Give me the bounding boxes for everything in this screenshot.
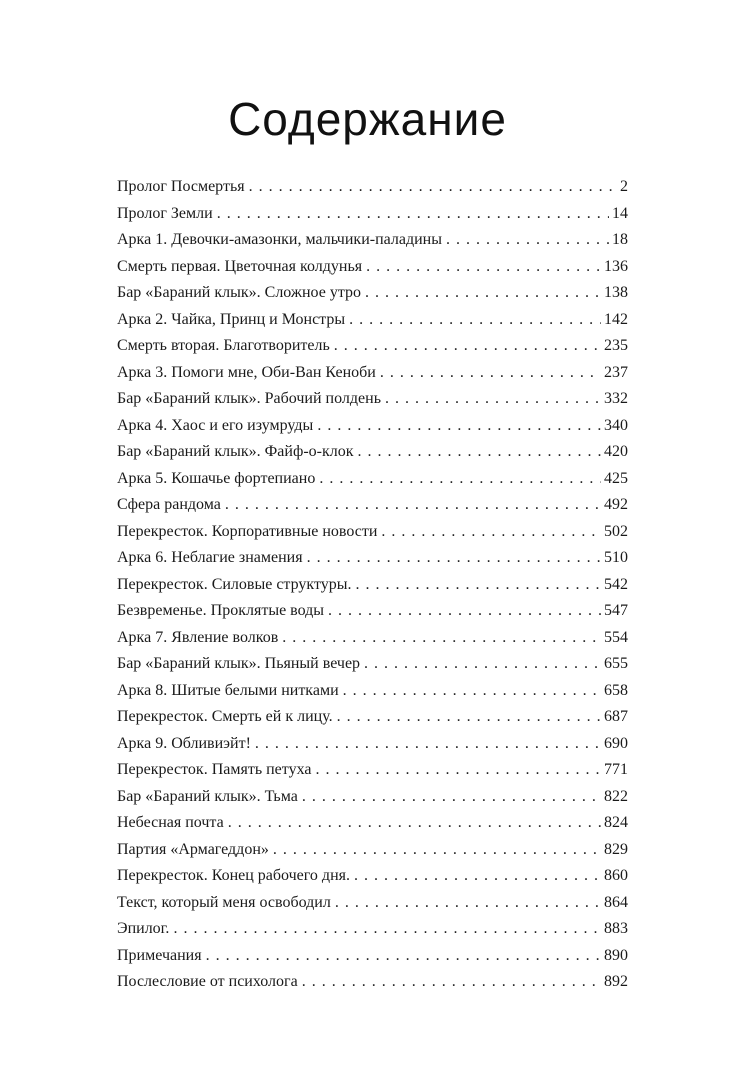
toc-dot-leader bbox=[302, 784, 601, 811]
toc-entry-title: Арка 8. Шитые белыми нитками bbox=[117, 681, 339, 699]
toc-entry-title: Текст, который меня освободил bbox=[117, 893, 331, 911]
toc-dot-leader bbox=[319, 466, 601, 493]
toc-entry bbox=[117, 969, 628, 996]
table-of-contents bbox=[117, 174, 628, 996]
toc-entry-title: Примечания bbox=[117, 946, 202, 964]
toc-entry-title: Арка 3. Помоги мне, Оби-Ван Кеноби bbox=[117, 363, 376, 381]
toc-entry bbox=[117, 386, 628, 413]
toc-entry-page-number: 340 bbox=[604, 416, 628, 434]
toc-entry-title: Арка 5. Кошачье фортепиано bbox=[117, 469, 316, 487]
toc-entry bbox=[117, 439, 628, 466]
toc-dot-leader bbox=[364, 651, 601, 678]
page-title: Содержание bbox=[228, 93, 507, 145]
toc-dot-leader bbox=[173, 916, 601, 943]
toc-entry-page-number: 864 bbox=[604, 893, 628, 911]
toc-dot-leader bbox=[349, 307, 601, 334]
toc-dot-leader bbox=[385, 386, 601, 413]
toc-dot-leader bbox=[328, 598, 601, 625]
toc-entry-title: Небесная почта bbox=[117, 814, 224, 831]
toc-entry bbox=[117, 413, 628, 440]
toc-entry-title: Перекресток. Память петуха bbox=[117, 761, 312, 778]
toc-entry bbox=[117, 333, 628, 360]
toc-entry-page-number: 14 bbox=[612, 204, 628, 222]
toc-entry bbox=[117, 492, 628, 519]
toc-dot-leader bbox=[249, 174, 617, 201]
toc-entry-page-number: 554 bbox=[604, 628, 628, 646]
toc-entry-page-number: 235 bbox=[604, 337, 628, 354]
toc-entry-page-number: 18 bbox=[612, 231, 628, 248]
toc-entry-page-number: 237 bbox=[604, 363, 628, 381]
toc-entry bbox=[117, 280, 628, 307]
toc-entry-page-number: 687 bbox=[604, 708, 628, 725]
toc-entry-page-number: 829 bbox=[604, 840, 628, 858]
toc-entry-title: Партия «Армагеддон» bbox=[117, 840, 269, 858]
toc-entry-title: Бар «Бараний клык». Файф-о-клок bbox=[117, 443, 354, 460]
toc-entry bbox=[117, 651, 628, 678]
toc-entry-title: Бар «Бараний клык». Сложное утро bbox=[117, 284, 362, 301]
toc-entry-title: Перекресток. Смерть ей к лицу. bbox=[117, 708, 333, 725]
toc-entry-title: Пролог Земли bbox=[117, 204, 213, 222]
toc-dot-leader bbox=[343, 678, 601, 705]
toc-entry bbox=[117, 174, 628, 201]
toc-entry-page-number: 142 bbox=[604, 310, 628, 328]
toc-entry-page-number: 2 bbox=[620, 178, 628, 195]
toc-dot-leader bbox=[366, 254, 601, 281]
toc-entry bbox=[117, 916, 628, 943]
toc-entry bbox=[117, 731, 628, 758]
toc-entry-title: Арка 2. Чайка, Принц и Монстры bbox=[117, 310, 346, 328]
toc-entry-title: Смерть первая. Цветочная колдунья bbox=[117, 257, 363, 275]
toc-entry-title: Перекресток. Конец рабочего дня. bbox=[117, 867, 350, 884]
toc-dot-leader bbox=[206, 943, 601, 970]
toc-entry-page-number: 138 bbox=[604, 284, 628, 301]
toc-entry-title: Бар «Бараний клык». Пьяный вечер bbox=[117, 655, 361, 672]
toc-entry bbox=[117, 360, 628, 387]
toc-entry bbox=[117, 254, 628, 281]
toc-entry-title: Арка 9. Обливиэйт! bbox=[117, 734, 251, 752]
toc-dot-leader bbox=[358, 439, 601, 466]
toc-dot-leader bbox=[255, 731, 601, 758]
toc-entry bbox=[117, 784, 628, 811]
toc-entry bbox=[117, 227, 628, 254]
toc-dot-leader bbox=[354, 863, 601, 890]
toc-dot-leader bbox=[307, 545, 601, 572]
toc-entry bbox=[117, 519, 628, 546]
toc-dot-leader bbox=[334, 333, 601, 360]
toc-entry bbox=[117, 837, 628, 864]
toc-entry bbox=[117, 201, 628, 228]
toc-entry-page-number: 425 bbox=[604, 469, 628, 487]
toc-entry bbox=[117, 757, 628, 784]
toc-entry-title: Смерть вторая. Благотворитель bbox=[117, 337, 330, 354]
toc-entry bbox=[117, 307, 628, 334]
toc-entry bbox=[117, 545, 628, 572]
toc-entry-title: Пролог Посмертья bbox=[117, 178, 245, 195]
toc-entry-page-number: 510 bbox=[604, 549, 628, 566]
toc-entry bbox=[117, 890, 628, 917]
toc-entry-page-number: 883 bbox=[604, 920, 628, 937]
toc-entry-page-number: 542 bbox=[604, 575, 628, 593]
toc-entry-title: Бар «Бараний клык». Рабочий полдень bbox=[117, 390, 381, 407]
toc-dot-leader bbox=[335, 890, 601, 917]
toc-entry-page-number: 655 bbox=[604, 655, 628, 672]
toc-entry-page-number: 860 bbox=[604, 867, 628, 884]
toc-entry bbox=[117, 678, 628, 705]
toc-dot-leader bbox=[225, 492, 601, 519]
toc-entry bbox=[117, 943, 628, 970]
toc-entry-page-number: 824 bbox=[604, 814, 628, 831]
toc-entry-title: Эпилог. bbox=[117, 920, 170, 937]
toc-dot-leader bbox=[446, 227, 609, 254]
toc-entry bbox=[117, 572, 628, 599]
toc-entry-title: Арка 7. Явление волков bbox=[117, 628, 279, 646]
toc-entry-title: Арка 4. Хаос и его изумруды bbox=[117, 416, 314, 434]
toc-entry-title: Безвременье. Проклятые воды bbox=[117, 602, 325, 619]
toc-entry bbox=[117, 598, 628, 625]
toc-entry-page-number: 502 bbox=[604, 522, 628, 540]
toc-entry-page-number: 136 bbox=[604, 257, 628, 275]
toc-entry-page-number: 690 bbox=[604, 734, 628, 752]
toc-dot-leader bbox=[315, 757, 601, 784]
toc-dot-leader bbox=[273, 837, 601, 864]
toc-entry bbox=[117, 810, 628, 837]
toc-dot-leader bbox=[282, 625, 601, 652]
toc-dot-leader bbox=[302, 969, 601, 996]
toc-dot-leader bbox=[317, 413, 601, 440]
toc-dot-leader bbox=[355, 572, 601, 599]
toc-entry-page-number: 892 bbox=[604, 973, 628, 990]
toc-entry-page-number: 890 bbox=[604, 946, 628, 964]
toc-dot-leader bbox=[381, 519, 601, 546]
toc-entry-title: Перекресток. Силовые структуры. bbox=[117, 575, 352, 593]
toc-entry-title: Послесловие от психолога bbox=[117, 973, 298, 990]
toc-entry bbox=[117, 466, 628, 493]
toc-entry-page-number: 420 bbox=[604, 443, 628, 460]
toc-entry-title: Сфера рандома bbox=[117, 496, 221, 513]
toc-entry-page-number: 822 bbox=[604, 787, 628, 805]
toc-entry-title: Арка 1. Девочки-амазонки, мальчики-паладины bbox=[117, 231, 442, 248]
toc-entry-title: Бар «Бараний клык». Тьма bbox=[117, 787, 298, 805]
toc-entry bbox=[117, 863, 628, 890]
toc-entry-page-number: 492 bbox=[604, 496, 628, 513]
toc-entry-page-number: 547 bbox=[604, 602, 628, 619]
toc-dot-leader bbox=[228, 810, 601, 837]
toc-entry bbox=[117, 625, 628, 652]
toc-dot-leader bbox=[217, 201, 609, 228]
toc-dot-leader bbox=[380, 360, 601, 387]
toc-dot-leader bbox=[365, 280, 601, 307]
toc-dot-leader bbox=[337, 704, 601, 731]
toc-entry bbox=[117, 704, 628, 731]
toc-entry-title: Арка 6. Неблагие знамения bbox=[117, 549, 303, 566]
toc-entry-page-number: 332 bbox=[604, 390, 628, 407]
toc-entry-page-number: 658 bbox=[604, 681, 628, 699]
toc-entry-title: Перекресток. Корпоративные новости bbox=[117, 522, 378, 540]
toc-entry-page-number: 771 bbox=[604, 761, 628, 778]
